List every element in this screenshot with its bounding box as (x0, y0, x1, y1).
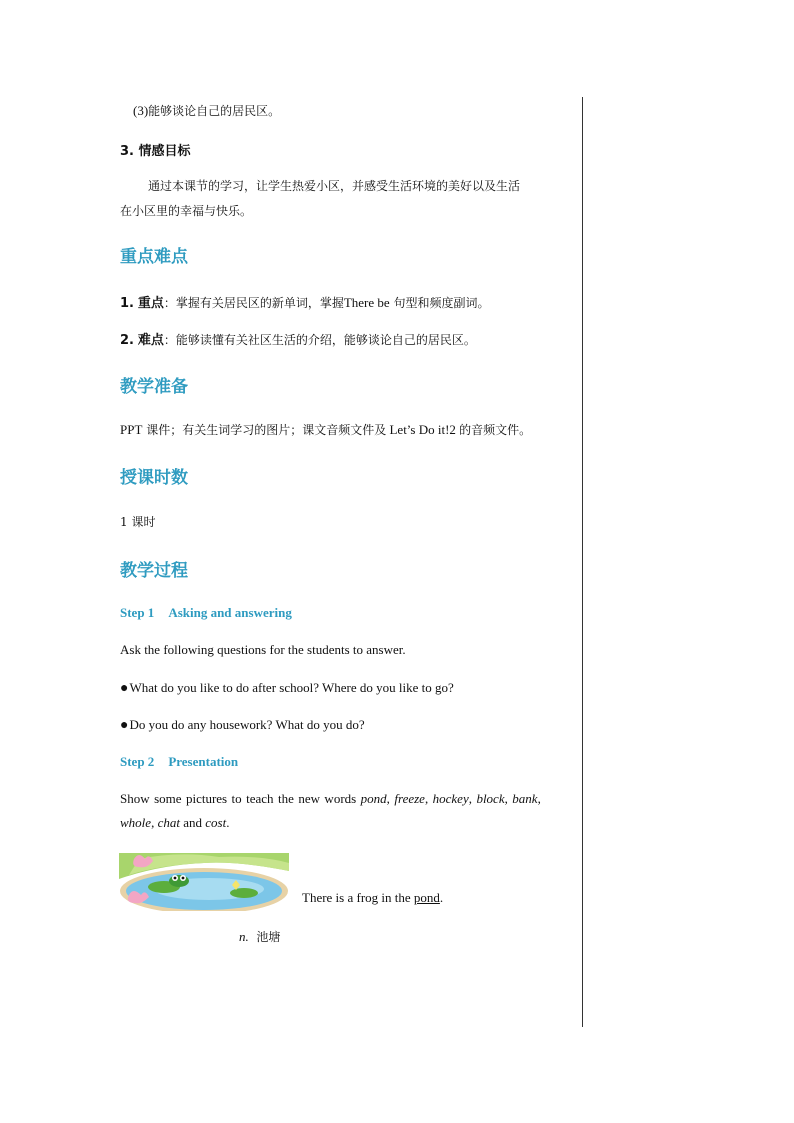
example-sentence: There is a frog in the pond. (302, 890, 444, 905)
bullet-icon: ● (120, 718, 129, 733)
emotion-goal-line-1: 通过本课节的学习，让学生热爱小区，并感受生活环境的美好以及生活 (148, 179, 521, 193)
margin-rule (582, 97, 583, 1027)
step-2-line-1: Show some pictures to teach the new words pond, freeze, hockey, block, bank, (120, 791, 541, 806)
question-2: ●Do you do any housework? What do you do? (120, 717, 365, 733)
emotion-goal-title: 3. 情感目标 (120, 144, 191, 159)
word-definition: n. 池塘 (239, 929, 281, 944)
bullet-icon: ● (120, 681, 129, 696)
objective-item-3: (3)能够谈论自己的居民区。 (133, 103, 281, 118)
key-points-heading: 重点难点 (120, 247, 188, 267)
step-1-intro: Ask the following questions for the students to answer. (120, 642, 406, 657)
key-point-2: 2. 难点：能够读懂有关社区生活的介绍，能够谈论自己的居民区。 (120, 333, 476, 348)
preparation-heading: 教学准备 (120, 377, 188, 397)
step-1-heading: Step 1 Asking and answering (120, 605, 292, 620)
preparation-text: PPT 课件；有关生词学习的图片；课文音频文件及 Let’s Do it!2 的音频文件。 (120, 422, 532, 437)
process-heading: 教学过程 (120, 561, 188, 581)
step-2-line-2: whole, chat and cost. (120, 815, 230, 830)
pond-frog-illustration (119, 853, 289, 916)
hours-heading: 授课时数 (120, 468, 188, 488)
key-point-1: 1. 重点：掌握有关居民区的新单词，掌握There be 句型和频度副词。 (120, 295, 490, 311)
step-2-heading: Step 2 Presentation (120, 754, 239, 769)
question-1: ●What do you like to do after school? Where do you like to go? (120, 680, 454, 696)
hours-text: 1 课时 (120, 515, 156, 529)
emotion-goal-line-2: 在小区里的幸福与快乐。 (120, 204, 253, 218)
